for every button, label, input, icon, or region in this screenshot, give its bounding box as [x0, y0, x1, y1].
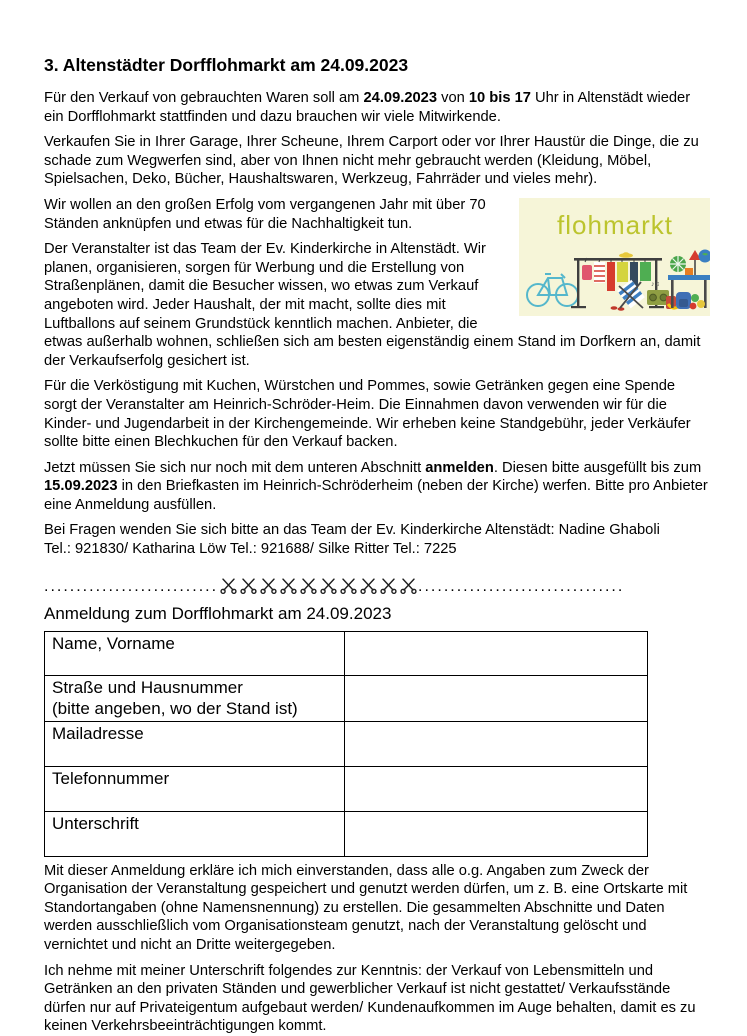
scissors-icon	[219, 577, 238, 595]
scissors-icon	[259, 577, 278, 595]
text-run-bold-date: 24.09.2023	[363, 90, 438, 106]
scissors-icon	[319, 577, 338, 595]
row-value-strasse	[345, 675, 648, 721]
registration-table	[44, 631, 648, 857]
text-run: in den Briefkasten im Heinrich-Schröderheim (neben der Kirche) werfen. Bitte pro Anbieter eine Anmeldung ausfüllen.	[44, 478, 708, 513]
table-row	[45, 675, 648, 721]
text-run-bold-deadline: 15.09.2023	[44, 478, 118, 495]
flohmarkt-illustration	[519, 198, 710, 316]
scissors-row	[218, 577, 418, 594]
scissors-icon	[399, 577, 418, 595]
table-row	[45, 811, 648, 856]
row-label-unterschrift: Unterschrift	[45, 811, 345, 856]
table-row	[45, 631, 648, 675]
scissors-icon	[339, 577, 358, 595]
row-label-strasse-line2: (bitte angeben, wo der Stand ist)	[52, 698, 298, 718]
flohmarkt-image	[519, 198, 710, 316]
text-run: Uhr in Altenstädt wieder ein Dorfflohmarkt stattfinden und dazu brauchen wir viele Mitwirkende.	[44, 90, 691, 125]
paragraph-erfolg: Wir wollen an den großen Erfolg vom vergangenen Jahr mit über 70 Ständen anknüpfen und etwas für die Nachhaltigkeit tun.	[44, 196, 486, 232]
scissors-icon	[299, 577, 318, 595]
scissors-icon	[279, 577, 298, 595]
flohmarkt-label: flohmarkt	[557, 209, 673, 240]
paragraph-intro	[44, 89, 710, 126]
text-run-bold-time: 10 bis 17	[468, 90, 531, 106]
scissors-icon	[239, 577, 258, 595]
row-value-name	[345, 631, 648, 675]
contact-line-1: Bei Fragen wenden Sie sich bitte an das Team der Ev. Kinderkirche Altenstädt: Nadine Ghaboli	[44, 522, 660, 539]
svg-text:♪♫: ♪♫	[651, 280, 660, 288]
row-value-unterschrift	[345, 811, 648, 856]
text-run: von	[437, 90, 469, 106]
table-row	[45, 721, 648, 766]
paragraph-anmelden	[44, 459, 710, 515]
dot-leader-left: ...........................	[44, 579, 219, 594]
contact-line-2: Tel.: 921830/ Katharina Löw Tel.: 921688/ Silke Ritter Tel.: 7225	[44, 541, 457, 558]
table-row	[45, 766, 648, 811]
dot-leader-right: ................................	[418, 579, 625, 594]
row-label-name: Name, Vorname	[45, 631, 345, 675]
row-label-telefon: Telefonnummer	[45, 766, 345, 811]
row-label-strasse-line1: Straße und Hausnummer	[52, 677, 243, 697]
text-run: . Diesen bitte ausgefüllt bis zum	[493, 459, 702, 476]
scissors-icon	[359, 577, 378, 595]
scissors-icon	[379, 577, 398, 595]
paragraph-kenntnis: Ich nehme mit meiner Unterschrift folgendes zur Kenntnis: der Verkauf von Lebensmitteln und Getränken an den privaten Ständen und gewerblicher Verkauf ist nicht gestattet/ Verkaufsstände dürfen nur auf Privateigentum aufgebaut werden/ Kundenaufkommen im Auge behalten, damit es zu keinen Verkehrsbeeinträchtigungen kommt.	[44, 962, 696, 1035]
paragraph-verkoestigung: Für die Verköstigung mit Kuchen, Würstchen und Pommes, sowie Getränken gegen eine Spende sorgt der Veranstalter am Heinrich-Schröder-Heim. Die Einnahmen davon verwenden wir für die Kinder- und Jugendarbeit in der Kirchengemeinde. Wir erheben keine Standgebühr, jeder Verkäufer sollte bitte einen Blechkuchen für den Verkauf backen.	[44, 378, 691, 451]
paragraph-datenschutz: Mit dieser Anmeldung erkläre ich mich einverstanden, dass alle o.g. Angaben zum Zweck der Organisation der Veranstaltung gespeichert und genutzt werden dürfen, um z. B. eine Ortskarte mit Standortangaben (ohne Namensnennung) zu erstellen. Die gesammelten Abschnitte und Daten werden ausschließlich vom Organisationsteam genutzt, nach der Veranstaltung gelöscht und vernichtet und nicht an Dritte weitergegeben.	[44, 862, 688, 954]
row-label-mail: Mailadresse	[45, 721, 345, 766]
cut-here-line	[44, 574, 710, 594]
page-title: 3. Altenstädter Dorfflohmarkt am 24.09.2023	[44, 55, 409, 75]
row-value-telefon	[345, 766, 648, 811]
form-title: Anmeldung zum Dorfflohmarkt am 24.09.2023	[44, 603, 392, 623]
row-value-mail	[345, 721, 648, 766]
text-run-bold-anmelden: anmelden	[425, 459, 494, 476]
text-run: Für den Verkauf von gebrauchten Waren soll am	[44, 90, 364, 106]
paragraph-kontakt	[44, 521, 710, 558]
paragraph-veranstalter: Der Veranstalter ist das Team der Ev. Kinderkirche in Altenstädt. Wir planen, organisieren, sorgen für Werbung und die Erstellung von Straßenplänen, damit die Besucher wissen, wo etwas zum Verkauf angeboten wird. Jeder Haushalt, der mit macht, sollte dies mit Luftballons auf seinem Grundstück kenntlich machen. Anbieter, die etwas außerhalb wohnen, schließen sich am besten eigenständig einem Stand im Dorfkern an, damit der Verkaufserfolg gesichert ist.	[44, 241, 701, 369]
paragraph-verkaufen: Verkaufen Sie in Ihrer Garage, Ihrer Scheune, Ihrem Carport oder vor Ihrer Haustür die Dinge, die zu schade zum Wegwerfen sind, aber von Ihnen nicht mehr gebraucht werden (Kleidung, Möbel, Spielsachen, Deko, Bücher, Haushaltswaren, Werkzeug, Fahrräder und vieles mehr).	[44, 134, 699, 188]
row-label-strasse	[45, 675, 345, 721]
text-run: Jetzt müssen Sie sich nur noch mit dem unteren Abschnitt	[44, 459, 426, 476]
